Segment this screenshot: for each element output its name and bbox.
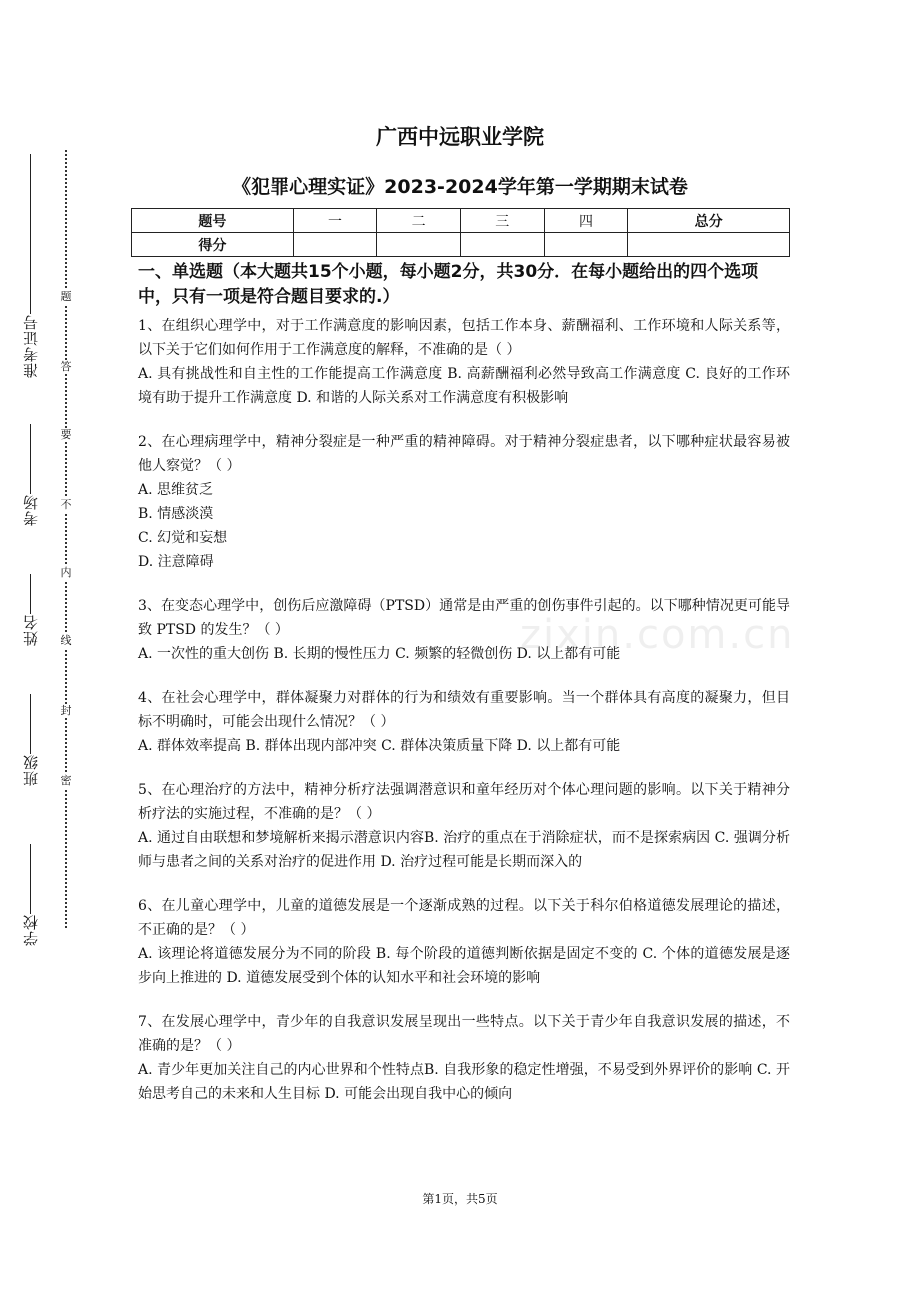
question-option: C. 幻觉和妄想 [138, 530, 228, 546]
score-header-cell: 四 [544, 209, 628, 233]
score-header-cell: 二 [377, 209, 461, 233]
section-heading: 一、单选题（本大题共15个小题，每小题2分，共30分．在每小题给出的四个选项中，只有一项是符合题目要求的.） [138, 262, 759, 307]
seal-word-4: 不 [58, 498, 74, 512]
school-name: 广西中远职业学院 [376, 125, 544, 149]
seal-word-8: 密 [58, 774, 74, 788]
score-table-score-row [132, 233, 790, 257]
seal-word-3: 要 [58, 428, 74, 442]
score-cell[interactable] [293, 233, 377, 257]
question-stem: 2、在心理病理学中，精神分裂症是一种严重的精神障碍。对于精神分裂症患者，以下哪种症状最容易被他人察觉？（ ） [138, 434, 790, 474]
page-footer: 第1页，共5页 [422, 1192, 498, 1206]
score-header-cell: 一 [293, 209, 377, 233]
question-option: A. 思维贫乏 [138, 482, 214, 498]
seal-word-5: 内 [58, 566, 74, 580]
class-text: 班级 [21, 754, 40, 786]
score-row-label: 得分 [132, 233, 294, 257]
seal-dotted-line [65, 150, 67, 928]
school-label [14, 840, 46, 946]
score-cell[interactable] [628, 233, 790, 257]
question-stem: 6、在儿童心理学中，儿童的道德发展是一个逐渐成熟的过程。以下关于科尔伯格道德发展理论的描述，不正确的是？（ ） [138, 898, 790, 938]
exam-content [138, 260, 790, 1126]
question-7 [138, 1010, 790, 1106]
question-2 [138, 430, 790, 574]
score-header-cell: 总分 [628, 209, 790, 233]
score-header-cell: 题号 [132, 209, 294, 233]
school-text: 学校 [21, 914, 40, 946]
seal-word-2: 答 [58, 360, 74, 374]
student-id-text: 准考证号 [21, 314, 40, 378]
question-3 [138, 594, 790, 666]
question-4 [138, 686, 790, 758]
score-cell[interactable] [377, 233, 461, 257]
score-header-cell: 三 [460, 209, 544, 233]
name-text: 姓名 [21, 614, 40, 646]
question-options: A. 群体效率提高 B. 群体出现内部冲突 C. 群体决策质量下降 D. 以上都有可能 [138, 738, 621, 754]
seal-word-7: 封 [58, 704, 74, 718]
question-1 [138, 314, 790, 410]
question-stem: 4、在社会心理学中，群体凝聚力对群体的行为和绩效有重要影响。当一个群体具有高度的凝聚力，但目标不明确时，可能会出现什么情况？（ ） [138, 690, 790, 730]
name-label [14, 570, 46, 646]
question-5 [138, 778, 790, 874]
score-table [131, 208, 790, 257]
question-options: A. 青少年更加关注自己的内心世界和个性特点B. 自我形象的稳定性增强，不易受到外界评价的影响 C. 开始思考自己的未来和人生目标 D. 可能会出现自我中心的倾向 [138, 1062, 790, 1102]
question-stem: 3、在变态心理学中，创伤后应激障碍（PTSD）通常是由严重的创伤事件引起的。以下哪种情况更可能导致 PTSD 的发生？（ ） [138, 598, 790, 638]
question-options: A. 通过自由联想和梦境解析来揭示潜意识内容B. 治疗的重点在于消除症状，而不是探索病因 C. 强调分析师与患者之间的关系对治疗的促进作用 D. 治疗过程可能是长期而深入的 [138, 830, 790, 870]
question-options: A. 一次性的重大创伤 B. 长期的慢性压力 C. 频繁的轻微创伤 D. 以上都有可能 [138, 646, 621, 662]
question-options: A. 具有挑战性和自主性的工作能提高工作满意度 B. 高薪酬福利必然导致高工作满意度 C. 良好的工作环境有助于提升工作满意度 D. 和谐的人际关系对工作满意度有积极影响 [138, 366, 790, 406]
seal-word-1: 题 [58, 290, 74, 304]
question-stem: 5、在心理治疗的方法中，精神分析疗法强调潜意识和童年经历对个体心理问题的影响。以下关于精神分析疗法的实施过程，不准确的是？（ ） [138, 782, 790, 822]
exam-room-label [14, 420, 46, 526]
score-cell[interactable] [460, 233, 544, 257]
question-stem: 7、在发展心理学中，青少年的自我意识发展呈现出一些特点。以下关于青少年自我意识发展的描述，不准确的是？（ ） [138, 1014, 790, 1054]
question-options: A. 该理论将道德发展分为不同的阶段 B. 每个阶段的道德判断依据是固定不变的 C. 个体的道德发展是逐步向上推进的 D. 道德发展受到个体的认知水平和社会环境的影响 [138, 946, 790, 986]
exam-title: 《犯罪心理实证》2023-2024学年第一学期期末试卷 [232, 176, 688, 198]
exam-room-text: 考场 [21, 494, 40, 526]
question-option: D. 注意障碍 [138, 554, 214, 570]
question-stem: 1、在组织心理学中，对于工作满意度的影响因素，包括工作本身、薪酬福利、工作环境和人际关系等，以下关于它们如何作用于工作满意度的解释，不准确的是（ ） [138, 318, 790, 358]
score-cell[interactable] [544, 233, 628, 257]
seal-word-6: 线 [58, 634, 74, 648]
score-table-header-row [132, 209, 790, 233]
watermark: zixin.com.cn [520, 612, 795, 658]
class-label [14, 690, 46, 786]
question-option: B. 情感淡漠 [138, 506, 214, 522]
question-6 [138, 894, 790, 990]
